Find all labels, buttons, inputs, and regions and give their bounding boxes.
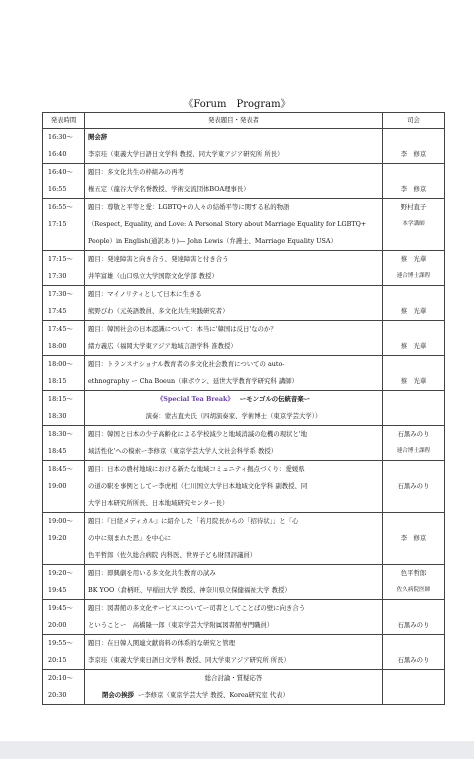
moderator-line xyxy=(384,408,443,425)
end-time: 16:40 xyxy=(48,150,67,158)
table-row xyxy=(43,635,445,670)
content-line: の道の駅を事例としてー李虎相（仁川国立大学日本地域文化学科 副教授、同 xyxy=(88,482,308,490)
moderator-line: 蔡 光華 xyxy=(400,255,427,263)
moderator-line xyxy=(384,233,443,250)
start-time: 20:10～ xyxy=(48,674,73,682)
moderator-line: 李 修京 xyxy=(400,150,427,158)
moderator-line: 本学講師 xyxy=(402,221,425,227)
moderator-cell xyxy=(383,286,445,321)
moderator-cell xyxy=(383,251,445,286)
end-time: 19:20 xyxy=(48,534,67,542)
moderator-cell xyxy=(383,670,445,705)
content-cell xyxy=(85,321,383,356)
moderator-line: 石黒みのり xyxy=(397,621,430,629)
table-row xyxy=(43,600,445,635)
moderator-cell xyxy=(383,565,445,600)
moderator-line xyxy=(384,461,443,478)
content-cell xyxy=(85,129,383,164)
start-time: 17:15～ xyxy=(48,255,73,263)
moderator-line: 李 修京 xyxy=(400,185,427,193)
content-cell xyxy=(85,286,383,321)
table-row xyxy=(43,391,445,426)
start-time: 17:45～ xyxy=(48,325,73,333)
content-line: 緒方義広（福岡大学東アジア地域言語学科 准教授） xyxy=(88,342,237,350)
content-cell xyxy=(85,565,383,600)
moderator-line: 連合博士課程 xyxy=(396,273,431,279)
end-time: 20:15 xyxy=(48,656,67,664)
content-cell xyxy=(85,600,383,635)
time-cell xyxy=(43,635,85,670)
content-line: 大学日本研究所所長、日本地域研究センター長） xyxy=(88,499,229,507)
moderator-cell xyxy=(383,321,445,356)
program-table xyxy=(42,112,445,705)
start-time: 18:15～ xyxy=(48,395,73,403)
content-cell xyxy=(85,391,383,426)
start-time: 16:40～ xyxy=(48,168,73,176)
moderator-line: 蔡 光華 xyxy=(400,307,427,315)
content-line: 題目：図書館の多文化サービスについてー司書としてことばの壁に向き合う xyxy=(88,604,306,612)
header-time: 発表時間 xyxy=(43,113,85,129)
content-line: （Respect, Equality, and Love: A Personal Story about Marriage Equality for LGBTQ+ xyxy=(88,220,367,228)
content-line: 題目：在日韓人関連文献資料の体系的な研究と管理 xyxy=(88,639,235,647)
end-time: 17:15 xyxy=(48,220,67,228)
end-time: 20:00 xyxy=(48,621,67,629)
time-cell xyxy=(43,513,85,565)
moderator-line xyxy=(384,356,443,373)
time-cell xyxy=(43,286,85,321)
content-line: 題目：尊敬と平等と愛：LGBTQ+の人々の結婚平等に関する私的物語 xyxy=(88,203,290,211)
content-line: People）in English(通訳あり)— John Lewis（弁護士、Marriage Equality USA） xyxy=(88,237,337,245)
moderator-line xyxy=(384,600,443,617)
content-line: 熊野びわ（元英語教員、多文化共生実践研究者） xyxy=(88,307,229,315)
moderator-line xyxy=(384,687,443,704)
moderator-line: 色平哲郎 xyxy=(400,569,427,577)
page-title: 《Forum Program》 xyxy=(183,99,291,110)
table-row xyxy=(43,426,445,461)
time-cell xyxy=(43,251,85,286)
content-line: 李京珪（東義大学東日語日文学科 教授、同大学東アジア研究所 所長） xyxy=(88,656,290,664)
content-line: 題目：トランスナショナル教育者の多文化社会教育についての auto- xyxy=(88,360,285,368)
content-cell xyxy=(85,513,383,565)
moderator-line xyxy=(384,129,443,146)
content-line: 題目：多文化共生の枠組みの再考 xyxy=(88,168,184,176)
time-cell xyxy=(43,391,85,426)
moderator-cell xyxy=(383,461,445,513)
moderator-line xyxy=(384,670,443,687)
content-line: 題目：即興劇を用いる多文化共生教育の試み xyxy=(88,569,216,577)
moderator-line: 野村直子 xyxy=(400,203,427,211)
content-line: 題目：『日経メディカル』に紹介した「若月院長からの「招待状」」と「心 xyxy=(88,517,299,525)
moderator-cell xyxy=(383,635,445,670)
start-time: 19:45～ xyxy=(48,604,73,612)
time-cell xyxy=(43,129,85,164)
moderator-line xyxy=(384,547,443,564)
table-row xyxy=(43,670,445,705)
table-row xyxy=(43,199,445,251)
start-time: 19:20～ xyxy=(48,569,73,577)
content-cell xyxy=(85,356,383,391)
content-cell xyxy=(85,670,383,705)
content-cell xyxy=(85,251,383,286)
start-time: 18:45～ xyxy=(48,465,73,473)
moderator-line: 石黒みのり xyxy=(397,656,430,664)
content-line: BK YOO（倉柄旺、早稲田大学 教授、神奈川県立保健福祉大学 教授） xyxy=(88,586,291,594)
time-cell xyxy=(43,199,85,251)
content-line: 開会辞 xyxy=(88,133,108,141)
start-time: 18:00～ xyxy=(48,360,73,368)
content-line: ということー 高橋隆一郎（東京学芸大学附属図書館専門職員） xyxy=(88,621,274,629)
content-line: の中に刻まれた思」を中心に xyxy=(88,534,172,542)
content-cell xyxy=(85,164,383,199)
moderator-line xyxy=(384,513,443,530)
content-cell xyxy=(85,199,383,251)
special-tea-break-label: 《Special Tea Break》 xyxy=(156,395,234,403)
content-line: 題目：韓国社会の日本認識について：本当に'韓国は反日'なのか？ xyxy=(88,325,277,333)
time-cell xyxy=(43,356,85,391)
time-cell xyxy=(43,565,85,600)
time-cell xyxy=(43,321,85,356)
moderator-cell xyxy=(383,513,445,565)
moderator-cell xyxy=(383,199,445,251)
moderator-line xyxy=(384,391,443,408)
table-row xyxy=(43,251,445,286)
performer-line: 演奏：蒙古直夫氏（四胡演奏家、学術博士（東京学芸大学）） xyxy=(145,412,322,420)
moderator-cell xyxy=(383,356,445,391)
moderator-line xyxy=(384,495,443,512)
content-line: 題目：日本の農村地域における新たな地域コミュニティ拠点づくり：愛媛県 xyxy=(88,465,305,473)
start-time: 16:55～ xyxy=(48,203,73,211)
time-cell xyxy=(43,600,85,635)
time-cell xyxy=(43,461,85,513)
end-time: 19:00 xyxy=(48,482,67,490)
closing-label: 閉会の挨拶 xyxy=(102,691,134,699)
moderator-cell xyxy=(383,426,445,461)
bottom-margin xyxy=(0,741,474,759)
start-time: 17:30～ xyxy=(48,290,73,298)
content-line: 題目：韓国と日本の少子高齢化による学校減少と地域消滅の危機の現状と'地 xyxy=(88,430,308,438)
content-line: ethnography ー Cha Boeun（車ボウン、延世大学教育学研究科 講師） xyxy=(88,377,299,385)
moderator-line: 石黒みのり xyxy=(397,430,430,438)
start-time: 16:30～ xyxy=(48,133,73,141)
end-time: 17:45 xyxy=(48,307,67,315)
content-line: 域活性化'への模索ー李修京（東京学芸大学人文社会科学系 教授） xyxy=(88,447,278,455)
time-cell xyxy=(43,164,85,199)
table-row xyxy=(43,565,445,600)
content-cell xyxy=(85,461,383,513)
moderator-line: 蔡 光華 xyxy=(400,342,427,350)
content-line: 権五定（龍谷大学名誉教授、学術交流団体BOA理事長） xyxy=(88,185,250,193)
table-row xyxy=(43,513,445,565)
content-cell xyxy=(85,426,383,461)
moderator-cell xyxy=(383,391,445,426)
moderator-line xyxy=(384,164,443,181)
header-moderator: 司会 xyxy=(383,113,445,129)
end-time: 20:30 xyxy=(48,691,67,699)
time-cell xyxy=(43,426,85,461)
content-line: 井竿富雄（山口県立大学国際文化学部 教授） xyxy=(88,272,218,280)
end-time: 19:45 xyxy=(48,586,67,594)
moderator-cell xyxy=(383,164,445,199)
moderator-line xyxy=(384,321,443,338)
moderator-cell xyxy=(383,129,445,164)
closing-speaker: ー李修京（東京学芸大学 教授、Korea研究室 代表） xyxy=(137,691,289,699)
table-row xyxy=(43,129,445,164)
content-line: 題目：マイノリティとして日本に生きる xyxy=(88,290,202,298)
moderator-line: 連合博士課程 xyxy=(396,448,431,454)
special-break-line xyxy=(88,391,379,408)
start-time: 19:00～ xyxy=(48,517,73,525)
moderator-line: 佐久病院医師 xyxy=(396,587,431,593)
start-time: 19:55～ xyxy=(48,639,73,647)
moderator-line: 蔡 光華 xyxy=(400,377,427,385)
end-time: 18:00 xyxy=(48,342,67,350)
end-time: 16:55 xyxy=(48,185,67,193)
start-time: 18:30～ xyxy=(48,430,73,438)
moderator-cell xyxy=(383,600,445,635)
table-header-row xyxy=(43,113,445,129)
closing-title: 総合討論・質疑応答 xyxy=(204,674,263,682)
time-cell xyxy=(43,670,85,705)
closing-line xyxy=(88,687,379,704)
special-break-subtitle: ーモンゴルの伝統音楽ー xyxy=(239,395,311,403)
table-row xyxy=(43,286,445,321)
content-cell xyxy=(85,635,383,670)
moderator-line: 石黒みのり xyxy=(397,482,430,490)
table-row xyxy=(43,356,445,391)
header-content: 発表題目・発表者 xyxy=(85,113,383,129)
moderator-line xyxy=(384,286,443,303)
content-line: 色平哲郎（佐久総合病院 内科医、世界子ども財団評議員） xyxy=(88,551,257,559)
table-row xyxy=(43,321,445,356)
end-time: 18:15 xyxy=(48,377,67,385)
end-time: 17:30 xyxy=(48,272,67,280)
moderator-line xyxy=(384,635,443,652)
content-line: 題目：発達障害と向き合う、発達障害と付き合う xyxy=(88,255,229,263)
moderator-line: 李 修京 xyxy=(400,534,427,542)
table-row xyxy=(43,164,445,199)
end-time: 18:30 xyxy=(48,412,67,420)
table-row xyxy=(43,461,445,513)
end-time: 18:45 xyxy=(48,447,67,455)
content-line: 李京珪（東義大学日語日文学科 教授、同大学東アジア研究所 所長） xyxy=(88,150,284,158)
